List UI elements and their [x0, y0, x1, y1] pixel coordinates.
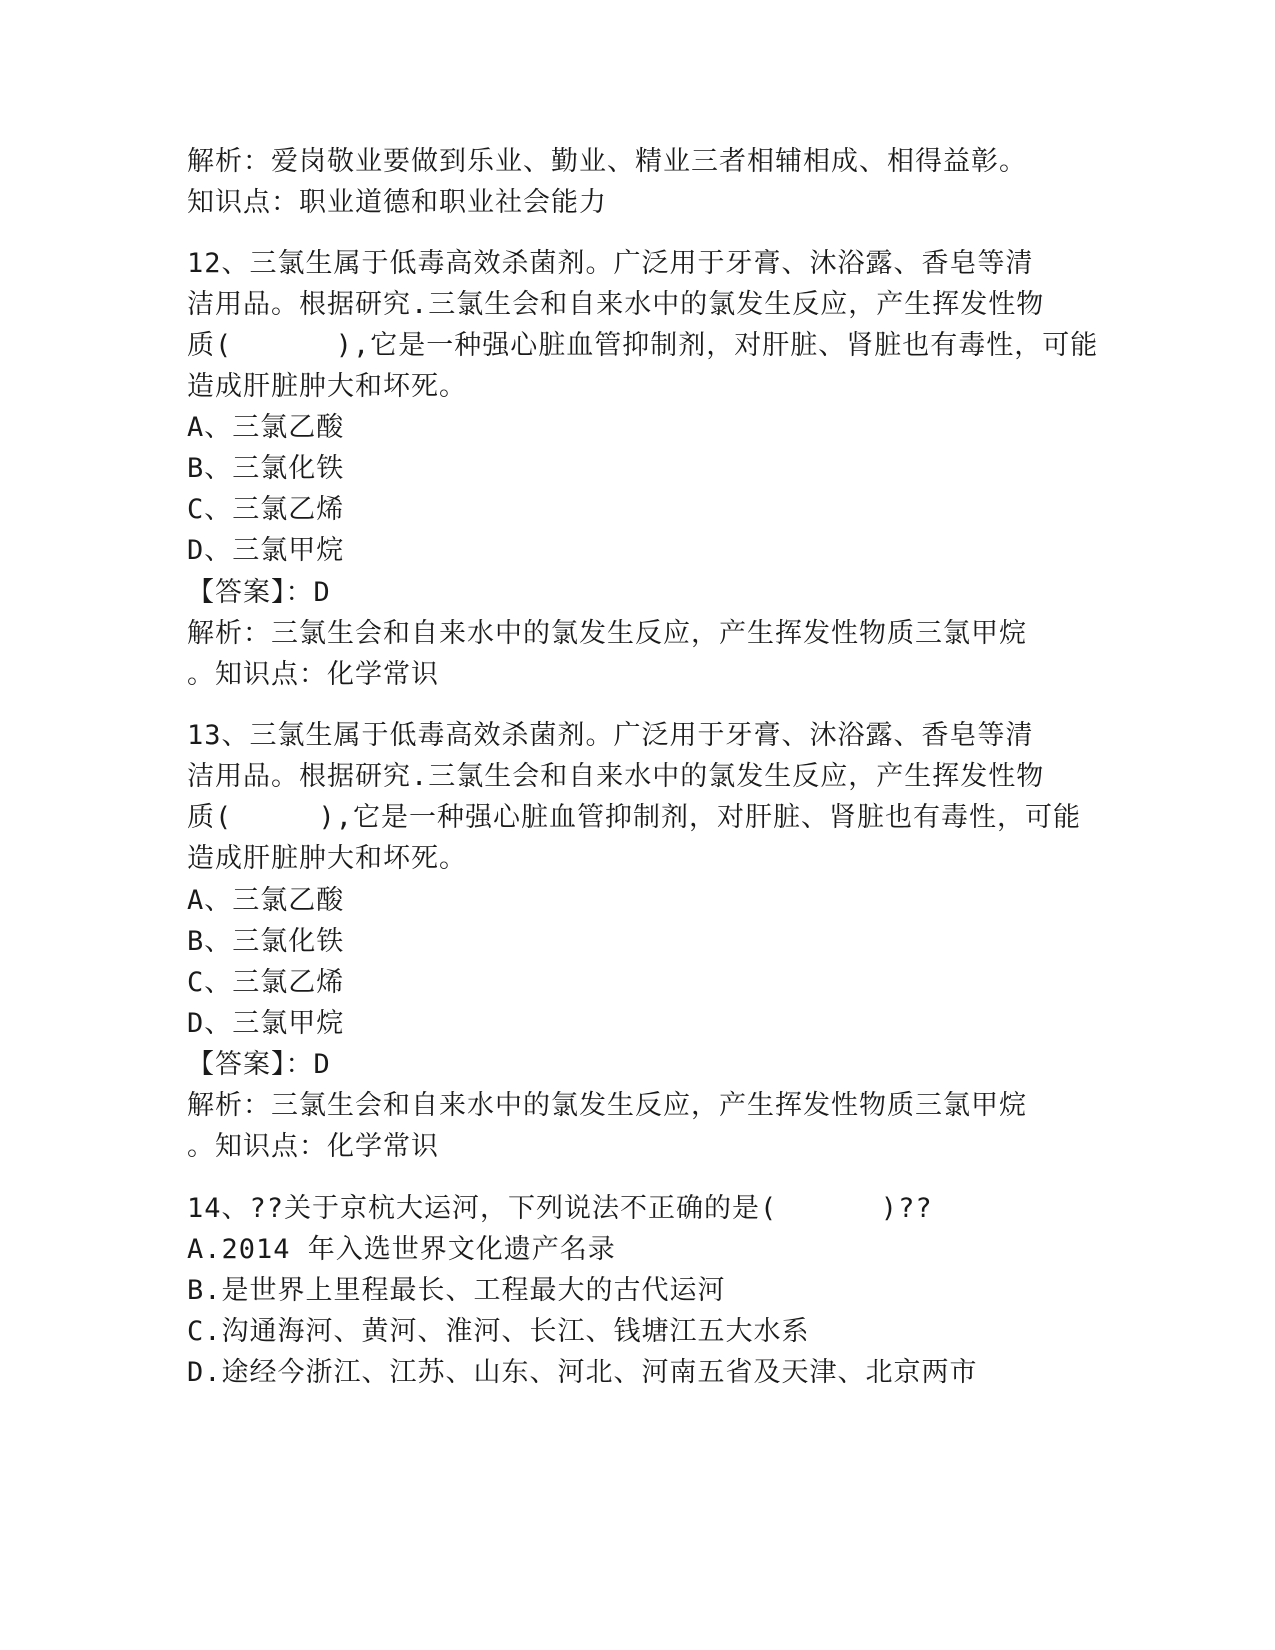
q12-stem-line-2: 洁用品。根据研究.三氯生会和自来水中的氯发生反应，产生挥发性物: [187, 289, 1045, 320]
q12-option-a: A、三氯乙酸: [187, 412, 345, 443]
q12-option-d: D、三氯甲烷: [187, 535, 345, 566]
q13-answer: 【答案】：D: [187, 1049, 331, 1080]
q12-option-c: C、三氯乙烯: [187, 494, 345, 525]
q12-answer: 【答案】：D: [187, 577, 331, 608]
q14-option-c: C.沟通海河、黄河、淮河、长江、钱塘江五大水系: [187, 1316, 810, 1347]
q12-stem-line-3: 质( ),它是一种强心脏血管抑制剂，对肝脏、肾脏也有毒性，可能: [187, 330, 1099, 361]
q14-option-b: B.是世界上里程最长、工程最大的古代运河: [187, 1275, 726, 1306]
q12-stem-line-1: 12、三氯生属于低毒高效杀菌剂。广泛用于牙膏、沐浴露、香皂等清: [187, 248, 1034, 279]
q13-stem-line-4: 造成肝脏肿大和坏死。: [187, 843, 467, 874]
q12-analysis-line-2: 。知识点：化学常识: [187, 659, 439, 690]
q12-option-b: B、三氯化铁: [187, 453, 345, 484]
q13-stem-line-3: 质( ),它是一种强心脏血管抑制剂，对肝脏、肾脏也有毒性，可能: [187, 802, 1082, 833]
q13-analysis-line-2: 。知识点：化学常识: [187, 1131, 439, 1162]
q13-option-b: B、三氯化铁: [187, 926, 345, 957]
q13-option-d: D、三氯甲烷: [187, 1008, 345, 1039]
q13-analysis-line-1: 解析：三氯生会和自来水中的氯发生反应，产生挥发性物质三氯甲烷: [187, 1090, 1027, 1121]
q13-stem-line-1: 13、三氯生属于低毒高效杀菌剂。广泛用于牙膏、沐浴露、香皂等清: [187, 720, 1034, 751]
q13-option-a: A、三氯乙酸: [187, 885, 345, 916]
q14-option-d: D.途经今浙江、江苏、山东、河北、河南五省及天津、北京两市: [187, 1357, 978, 1388]
prev-analysis: 解析：爱岗敬业要做到乐业、勤业、精业三者相辅相成、相得益彰。: [187, 146, 1027, 177]
q13-option-c: C、三氯乙烯: [187, 967, 345, 998]
prev-knowledge-point: 知识点：职业道德和职业社会能力: [187, 187, 607, 218]
q14-stem-line-1: 14、??关于京杭大运河，下列说法不正确的是( )??: [187, 1193, 933, 1224]
q12-stem-line-4: 造成肝脏肿大和坏死。: [187, 371, 467, 402]
q13-stem-line-2: 洁用品。根据研究.三氯生会和自来水中的氯发生反应，产生挥发性物: [187, 761, 1045, 792]
q12-analysis-line-1: 解析：三氯生会和自来水中的氯发生反应，产生挥发性物质三氯甲烷: [187, 618, 1027, 649]
q14-option-a: A.2014 年入选世界文化遗产名录: [187, 1234, 616, 1265]
